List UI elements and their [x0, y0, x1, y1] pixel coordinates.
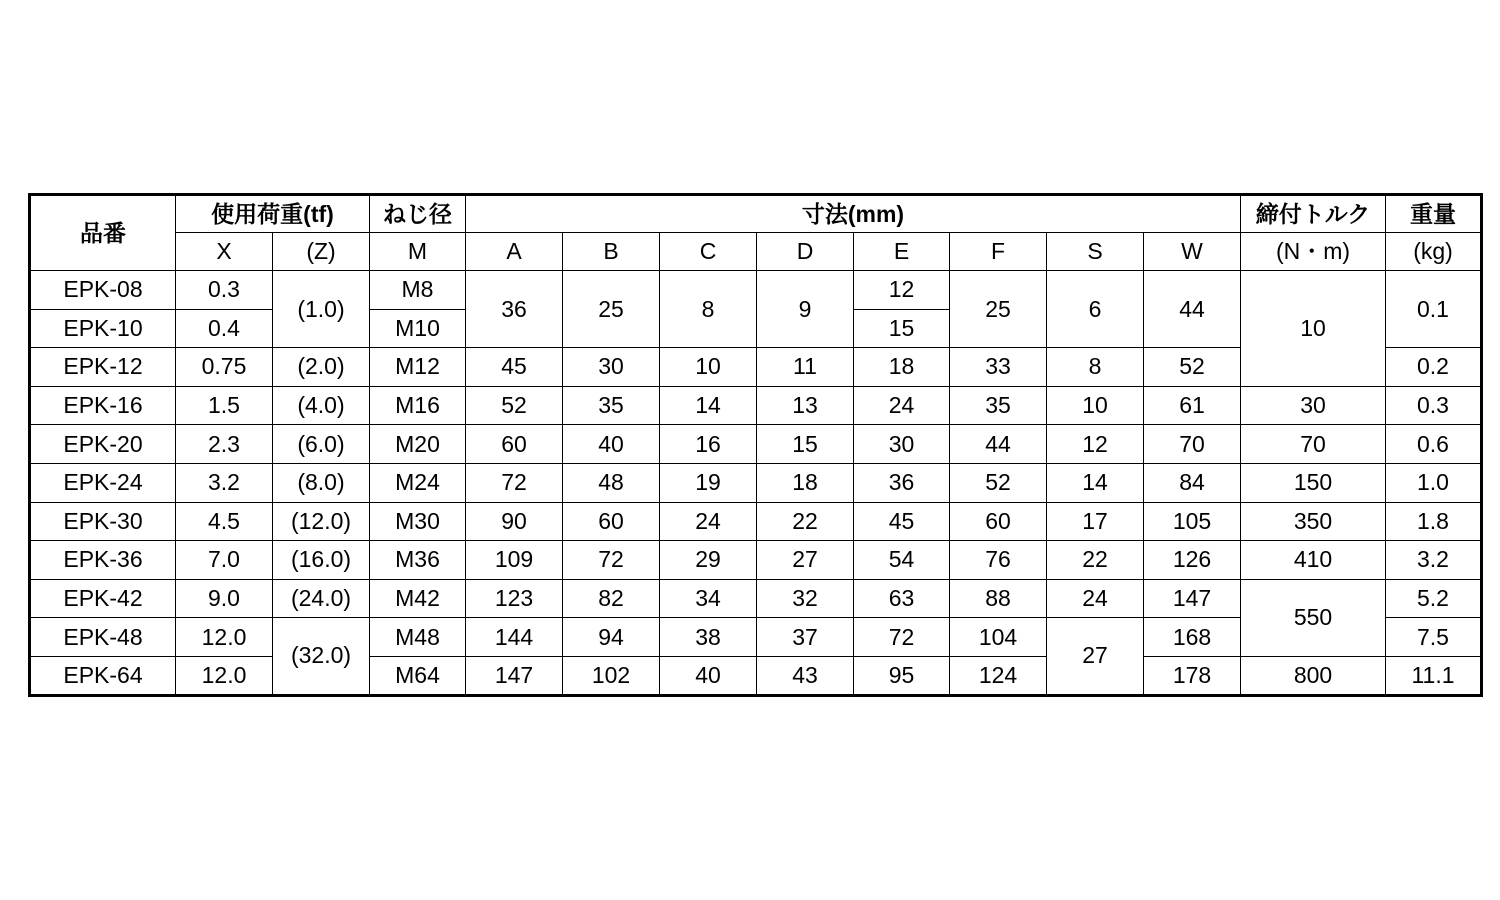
dim-w-cell: 70 [1144, 425, 1241, 464]
dim-w-cell: 105 [1144, 502, 1241, 541]
dim-d-cell: 11 [757, 348, 854, 387]
load-x-cell: 12.0 [176, 618, 273, 657]
dim-s-cell: 27 [1047, 618, 1144, 695]
torque-unit-header: (N・m) [1241, 233, 1386, 271]
dim-w-cell: 178 [1144, 656, 1241, 695]
table-body [30, 271, 1482, 696]
weight-cell: 3.2 [1386, 541, 1482, 580]
dim-e-cell: 54 [854, 541, 950, 580]
dim-c-cell: 29 [660, 541, 757, 580]
load-x-cell: 1.5 [176, 386, 273, 425]
load-z-cell: (32.0) [273, 618, 370, 695]
dim-e-cell: 72 [854, 618, 950, 657]
load-x-header: X [176, 233, 273, 271]
dim-w-cell: 126 [1144, 541, 1241, 580]
load-z-cell: (2.0) [273, 348, 370, 387]
dim-b-cell: 40 [563, 425, 660, 464]
thread-cell: M42 [370, 579, 466, 618]
weight-cell: 5.2 [1386, 579, 1482, 618]
torque-cell: 800 [1241, 656, 1386, 695]
dim-d-cell: 13 [757, 386, 854, 425]
dim-b-cell: 82 [563, 579, 660, 618]
dimensions-header: 寸法(mm) [466, 195, 1241, 233]
thread-cell: M20 [370, 425, 466, 464]
dim-b-cell: 102 [563, 656, 660, 695]
dim-c-cell: 14 [660, 386, 757, 425]
torque-cell: 150 [1241, 463, 1386, 502]
dim-c-cell: 40 [660, 656, 757, 695]
dim-b-cell: 30 [563, 348, 660, 387]
load-z-cell: (1.0) [273, 271, 370, 348]
torque-cell: 70 [1241, 425, 1386, 464]
header-row-2 [30, 233, 1482, 271]
dim-s-cell: 10 [1047, 386, 1144, 425]
part-no-cell: EPK-10 [30, 309, 176, 348]
part-no-cell: EPK-36 [30, 541, 176, 580]
thread-cell: M16 [370, 386, 466, 425]
part-no-cell: EPK-16 [30, 386, 176, 425]
dim-s-cell: 12 [1047, 425, 1144, 464]
weight-cell: 0.6 [1386, 425, 1482, 464]
dim-a-cell: 45 [466, 348, 563, 387]
dim-w-cell: 84 [1144, 463, 1241, 502]
dim-d-cell: 27 [757, 541, 854, 580]
part-no-cell: EPK-30 [30, 502, 176, 541]
part-no-header: 品番 [30, 195, 176, 271]
dim-b-cell: 94 [563, 618, 660, 657]
dim-e-cell: 95 [854, 656, 950, 695]
part-no-cell: EPK-12 [30, 348, 176, 387]
load-x-cell: 0.4 [176, 309, 273, 348]
dim-s-cell: 6 [1047, 271, 1144, 348]
dim-b-cell: 48 [563, 463, 660, 502]
thread-cell: M12 [370, 348, 466, 387]
dim-f-cell: 124 [950, 656, 1047, 695]
thread-size-header: ねじ径 [370, 195, 466, 233]
torque-cell: 410 [1241, 541, 1386, 580]
dim-w-cell: 52 [1144, 348, 1241, 387]
dim-w-cell: 168 [1144, 618, 1241, 657]
table-row [30, 656, 1482, 695]
dim-b-cell: 72 [563, 541, 660, 580]
table-row [30, 579, 1482, 618]
part-no-cell: EPK-48 [30, 618, 176, 657]
dim-c-cell: 24 [660, 502, 757, 541]
load-z-cell: (12.0) [273, 502, 370, 541]
table-row [30, 425, 1482, 464]
dim-e-cell: 18 [854, 348, 950, 387]
dim-w-cell: 44 [1144, 271, 1241, 348]
weight-header: 重量 [1386, 195, 1482, 233]
thread-cell: M8 [370, 271, 466, 310]
load-x-cell: 0.3 [176, 271, 273, 310]
dim-f-header: F [950, 233, 1047, 271]
dim-s-cell: 8 [1047, 348, 1144, 387]
table-row [30, 463, 1482, 502]
load-x-cell: 0.75 [176, 348, 273, 387]
torque-header: 締付トルク [1241, 195, 1386, 233]
load-x-cell: 7.0 [176, 541, 273, 580]
weight-cell: 0.1 [1386, 271, 1482, 348]
dim-d-header: D [757, 233, 854, 271]
dim-f-cell: 60 [950, 502, 1047, 541]
dim-s-cell: 24 [1047, 579, 1144, 618]
dim-c-header: C [660, 233, 757, 271]
dim-e-cell: 12 [854, 271, 950, 310]
spec-table [28, 193, 1483, 697]
part-no-cell: EPK-24 [30, 463, 176, 502]
dim-f-cell: 76 [950, 541, 1047, 580]
dim-d-cell: 32 [757, 579, 854, 618]
weight-cell: 0.2 [1386, 348, 1482, 387]
dim-e-cell: 24 [854, 386, 950, 425]
weight-cell: 11.1 [1386, 656, 1482, 695]
thread-cell: M10 [370, 309, 466, 348]
thread-cell: M36 [370, 541, 466, 580]
dim-e-cell: 15 [854, 309, 950, 348]
dim-a-cell: 52 [466, 386, 563, 425]
dim-w-header: W [1144, 233, 1241, 271]
dim-a-cell: 60 [466, 425, 563, 464]
dim-s-cell: 17 [1047, 502, 1144, 541]
weight-unit-header: (kg) [1386, 233, 1482, 271]
dim-e-cell: 30 [854, 425, 950, 464]
dim-s-header: S [1047, 233, 1144, 271]
load-z-header: (Z) [273, 233, 370, 271]
dim-a-cell: 36 [466, 271, 563, 348]
thread-m-header: M [370, 233, 466, 271]
thread-cell: M64 [370, 656, 466, 695]
dim-w-cell: 61 [1144, 386, 1241, 425]
dim-f-cell: 35 [950, 386, 1047, 425]
dim-d-cell: 15 [757, 425, 854, 464]
dim-f-cell: 52 [950, 463, 1047, 502]
torque-cell: 10 [1241, 271, 1386, 387]
weight-cell: 1.0 [1386, 463, 1482, 502]
dim-d-cell: 37 [757, 618, 854, 657]
dim-a-cell: 90 [466, 502, 563, 541]
table-row [30, 502, 1482, 541]
load-z-cell: (8.0) [273, 463, 370, 502]
part-no-cell: EPK-64 [30, 656, 176, 695]
dim-c-cell: 38 [660, 618, 757, 657]
dim-b-cell: 35 [563, 386, 660, 425]
thread-cell: M48 [370, 618, 466, 657]
load-z-cell: (16.0) [273, 541, 370, 580]
dim-f-cell: 25 [950, 271, 1047, 348]
weight-cell: 1.8 [1386, 502, 1482, 541]
dim-b-cell: 25 [563, 271, 660, 348]
load-x-cell: 9.0 [176, 579, 273, 618]
table-row [30, 271, 1482, 310]
table-header [30, 195, 1482, 271]
dim-c-cell: 16 [660, 425, 757, 464]
dim-a-cell: 72 [466, 463, 563, 502]
dim-a-cell: 123 [466, 579, 563, 618]
dim-s-cell: 14 [1047, 463, 1144, 502]
dim-a-header: A [466, 233, 563, 271]
torque-cell: 350 [1241, 502, 1386, 541]
dim-d-cell: 18 [757, 463, 854, 502]
weight-cell: 7.5 [1386, 618, 1482, 657]
part-no-cell: EPK-20 [30, 425, 176, 464]
thread-cell: M24 [370, 463, 466, 502]
dim-e-cell: 36 [854, 463, 950, 502]
load-x-cell: 4.5 [176, 502, 273, 541]
load-x-cell: 2.3 [176, 425, 273, 464]
dim-f-cell: 104 [950, 618, 1047, 657]
dim-a-cell: 147 [466, 656, 563, 695]
dim-e-header: E [854, 233, 950, 271]
load-z-cell: (4.0) [273, 386, 370, 425]
dim-d-cell: 43 [757, 656, 854, 695]
dim-e-cell: 45 [854, 502, 950, 541]
load-z-cell: (6.0) [273, 425, 370, 464]
dim-c-cell: 10 [660, 348, 757, 387]
table-row [30, 386, 1482, 425]
header-row-1 [30, 195, 1482, 233]
dim-d-cell: 9 [757, 271, 854, 348]
load-z-cell: (24.0) [273, 579, 370, 618]
dim-f-cell: 44 [950, 425, 1047, 464]
dim-s-cell: 22 [1047, 541, 1144, 580]
working-load-header: 使用荷重(tf) [176, 195, 370, 233]
table-row [30, 541, 1482, 580]
dim-f-cell: 33 [950, 348, 1047, 387]
dim-c-cell: 19 [660, 463, 757, 502]
torque-cell: 550 [1241, 579, 1386, 656]
part-no-cell: EPK-08 [30, 271, 176, 310]
thread-cell: M30 [370, 502, 466, 541]
load-x-cell: 12.0 [176, 656, 273, 695]
dim-d-cell: 22 [757, 502, 854, 541]
weight-cell: 0.3 [1386, 386, 1482, 425]
dim-e-cell: 63 [854, 579, 950, 618]
dim-b-cell: 60 [563, 502, 660, 541]
torque-cell: 30 [1241, 386, 1386, 425]
dim-c-cell: 34 [660, 579, 757, 618]
part-no-cell: EPK-42 [30, 579, 176, 618]
dim-f-cell: 88 [950, 579, 1047, 618]
dim-c-cell: 8 [660, 271, 757, 348]
dim-b-header: B [563, 233, 660, 271]
dim-w-cell: 147 [1144, 579, 1241, 618]
load-x-cell: 3.2 [176, 463, 273, 502]
dim-a-cell: 144 [466, 618, 563, 657]
dim-a-cell: 109 [466, 541, 563, 580]
